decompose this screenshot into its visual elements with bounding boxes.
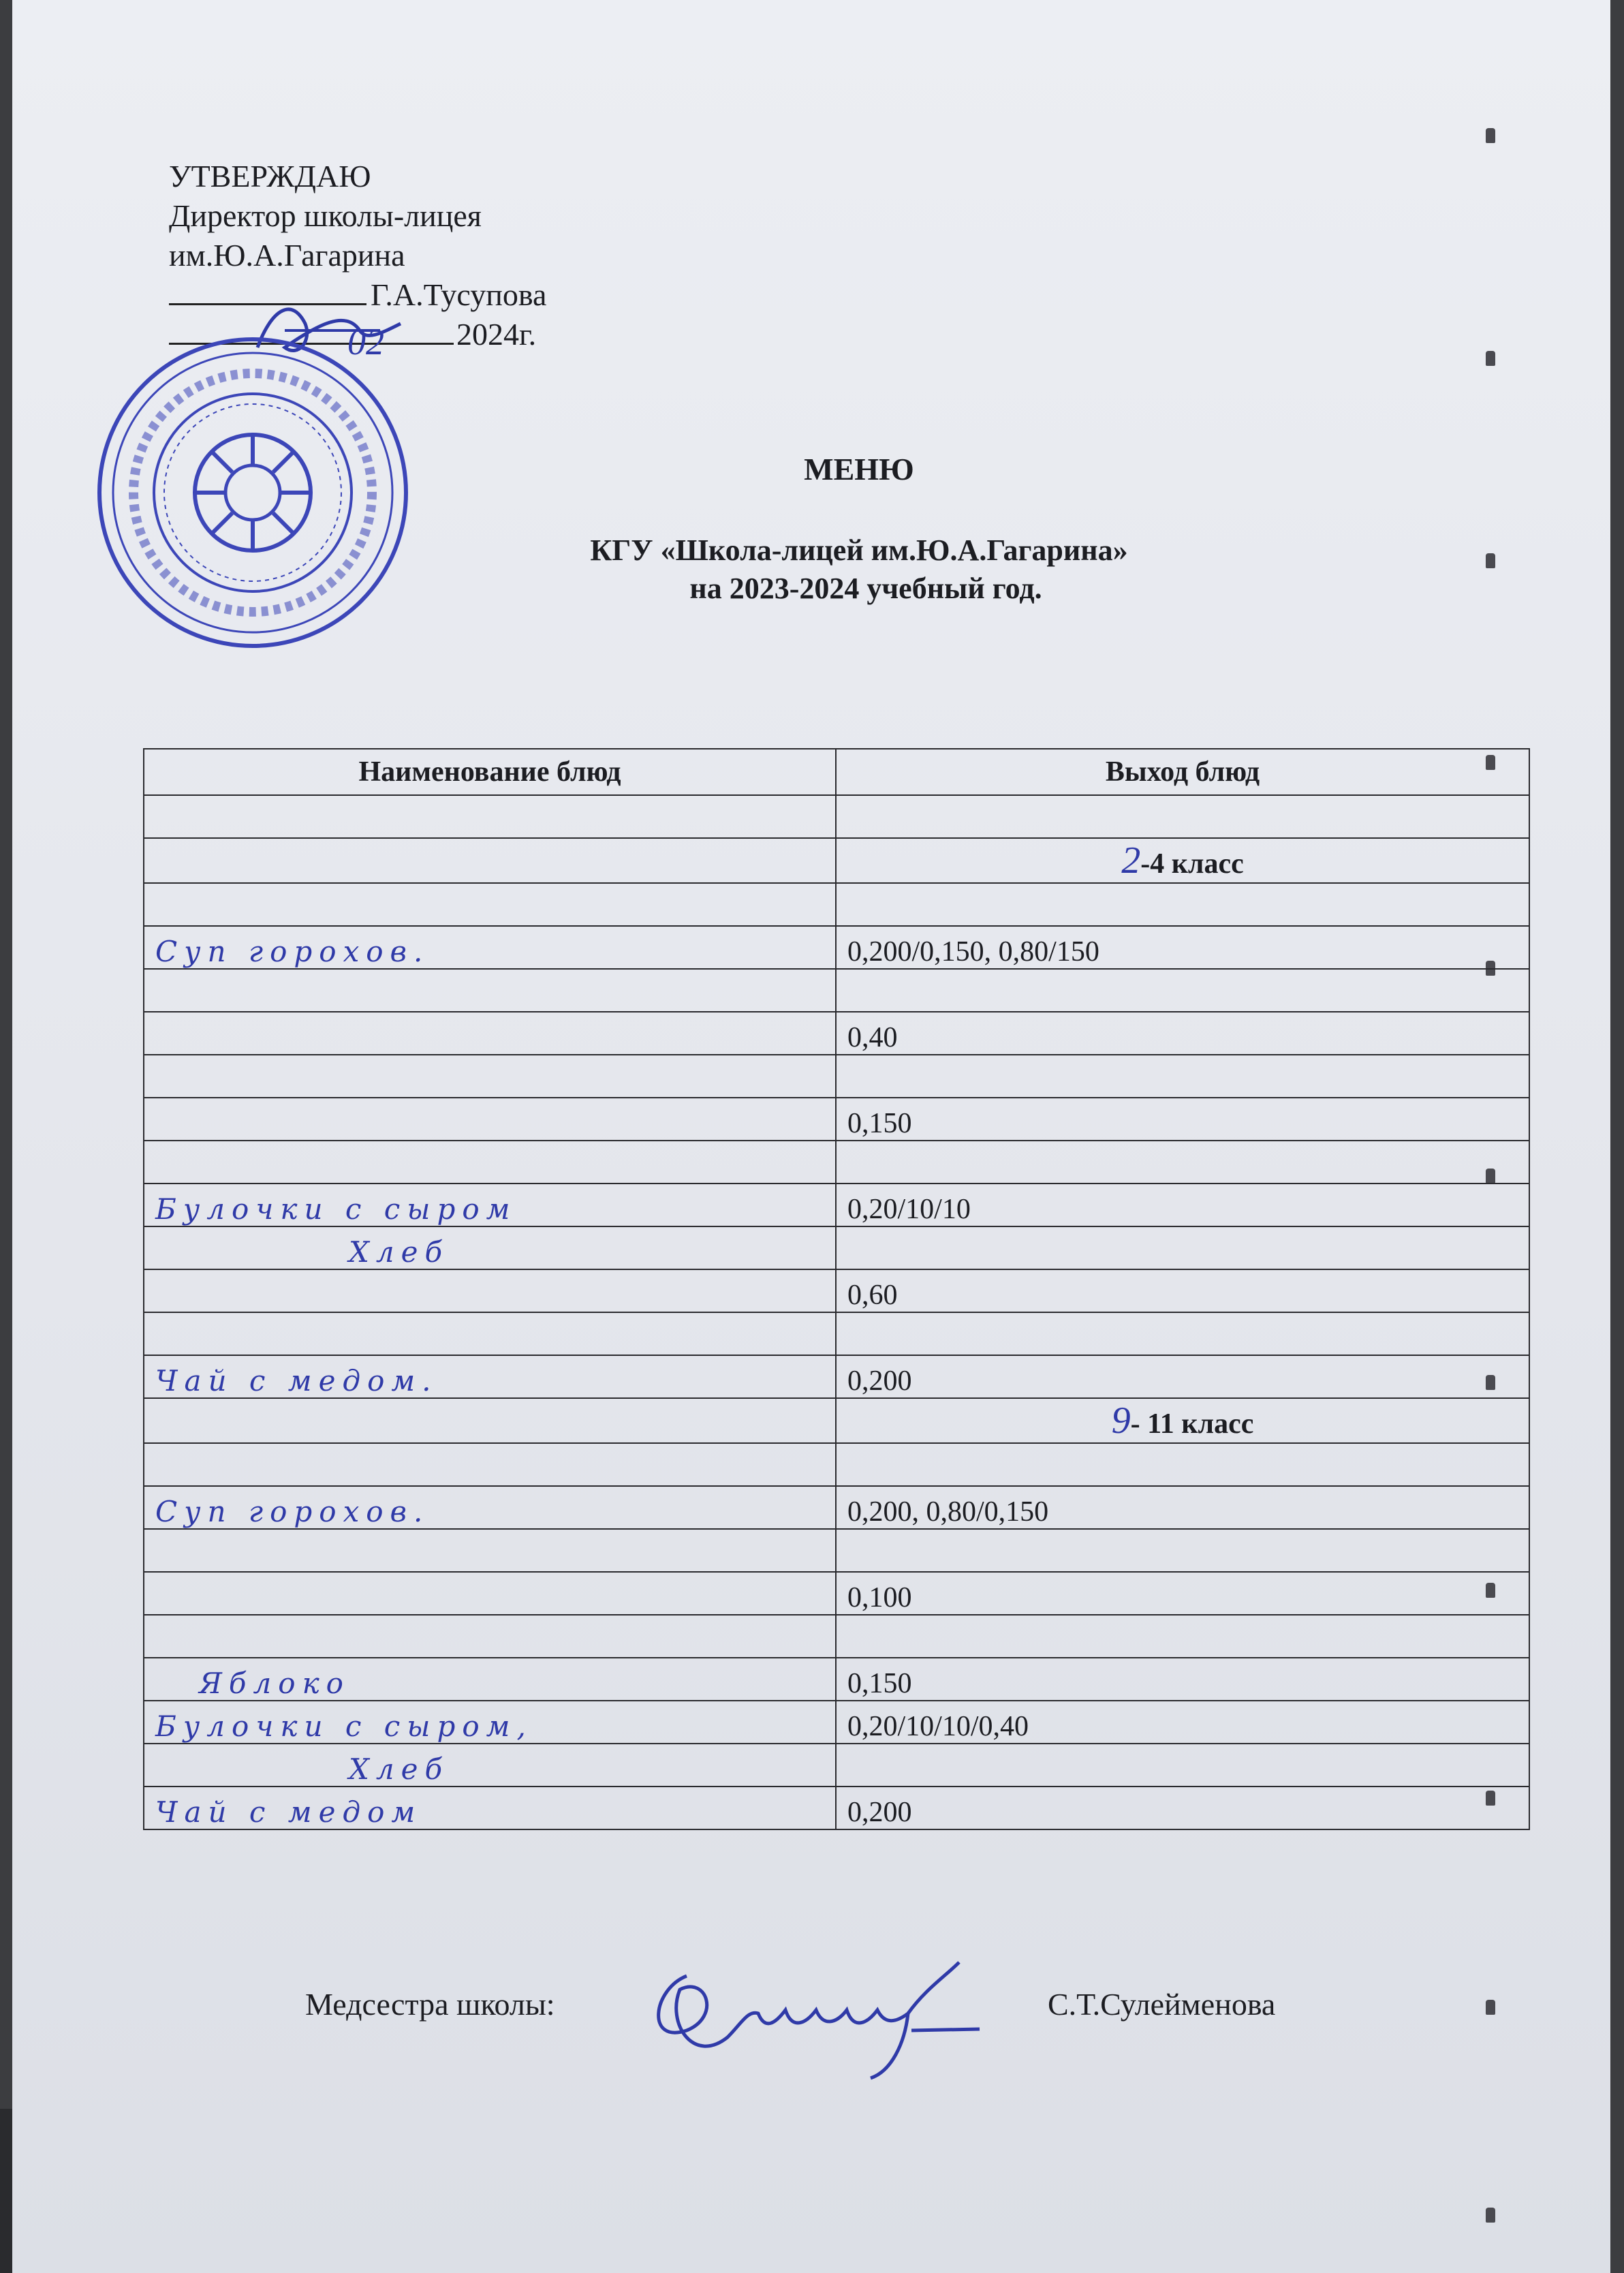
dish-name: Хлеб xyxy=(144,1226,836,1269)
nurse-label: Медсестра школы: xyxy=(305,1987,555,2022)
portion-value: 0,150 xyxy=(836,1098,1529,1141)
background-edge xyxy=(0,2109,12,2273)
table-row xyxy=(144,1744,1529,1787)
class-group-row xyxy=(144,838,1529,883)
dish-name: Суп горохов. xyxy=(144,1486,836,1529)
table-row xyxy=(144,926,1529,969)
table-row xyxy=(144,883,1529,926)
portion-value: 0,40 xyxy=(836,1012,1529,1055)
table-row xyxy=(144,969,1529,1012)
group2-label: - 11 класс xyxy=(1130,1408,1254,1440)
table-row xyxy=(144,1269,1529,1312)
approval-position-2: им.Ю.А.Гагарина xyxy=(169,238,405,273)
group2-hand-digit: 9 xyxy=(1111,1400,1131,1442)
class-group-row xyxy=(144,1398,1529,1443)
portion-value: 0,20/10/10 xyxy=(836,1184,1529,1226)
table-row xyxy=(144,1098,1529,1141)
portion-value: 0,20/10/10/0,40 xyxy=(836,1701,1529,1744)
approval-heading: УТВЕРЖДАЮ xyxy=(169,159,371,194)
portion-value: 0,200/0,150, 0,80/150 xyxy=(836,926,1529,969)
nurse-signature xyxy=(639,1949,993,2092)
dish-name: Хлеб xyxy=(144,1744,836,1787)
dish-name: Суп горохов. xyxy=(144,926,836,969)
table-row xyxy=(144,1658,1529,1701)
table-row xyxy=(144,1529,1529,1572)
dish-name: Чай с медом. xyxy=(144,1355,836,1398)
director-name: Г.А.Тусупова xyxy=(371,277,547,312)
group1-label: -4 класс xyxy=(1140,848,1244,880)
table-row xyxy=(144,1055,1529,1098)
table-row xyxy=(144,1701,1529,1744)
table-row xyxy=(144,1486,1529,1529)
table-row xyxy=(144,1443,1529,1486)
table-row xyxy=(144,1141,1529,1184)
handwritten-day: 02 xyxy=(347,322,384,362)
approval-year: 2024г. xyxy=(456,317,537,352)
school-year: на 2023-2024 учебный год. xyxy=(689,572,1042,605)
table-row xyxy=(144,1572,1529,1615)
dish-name: Булочки с сыром, xyxy=(144,1701,836,1744)
table-row xyxy=(144,1355,1529,1398)
table-row xyxy=(144,1615,1529,1658)
table-row xyxy=(144,1312,1529,1355)
nurse-name: С.Т.Сулейменова xyxy=(1048,1987,1276,2022)
table-row xyxy=(144,1012,1529,1055)
header-portion: Выход блюд xyxy=(836,749,1529,795)
table-header-row xyxy=(144,749,1529,795)
approval-position-1: Директор школы-лицея xyxy=(169,198,482,233)
menu-table xyxy=(143,748,1530,1830)
portion-value: 0,150 xyxy=(836,1658,1529,1701)
portion-value: 0,100 xyxy=(836,1572,1529,1615)
dish-name: Яблоко xyxy=(144,1658,836,1701)
dish-name: Булочки с сыром xyxy=(144,1184,836,1226)
table-row xyxy=(144,1226,1529,1269)
header-dish-name: Наименование блюд xyxy=(144,749,836,795)
dish-name: Чай с медом xyxy=(144,1787,836,1829)
group1-hand-digit: 2 xyxy=(1121,839,1141,882)
portion-value: 0,200, 0,80/0,150 xyxy=(836,1486,1529,1529)
table-row xyxy=(144,1184,1529,1226)
document-sheet xyxy=(12,0,1610,2273)
portion-value: 0,200 xyxy=(836,1355,1529,1398)
portion-value: 0,200 xyxy=(836,1787,1529,1829)
table-row xyxy=(144,795,1529,838)
table-row xyxy=(144,1787,1529,1829)
portion-value: 0,60 xyxy=(836,1269,1529,1312)
organization-name: КГУ «Школа-лицей им.Ю.А.Гагарина» xyxy=(590,534,1128,567)
menu-title: МЕНЮ xyxy=(804,452,914,486)
